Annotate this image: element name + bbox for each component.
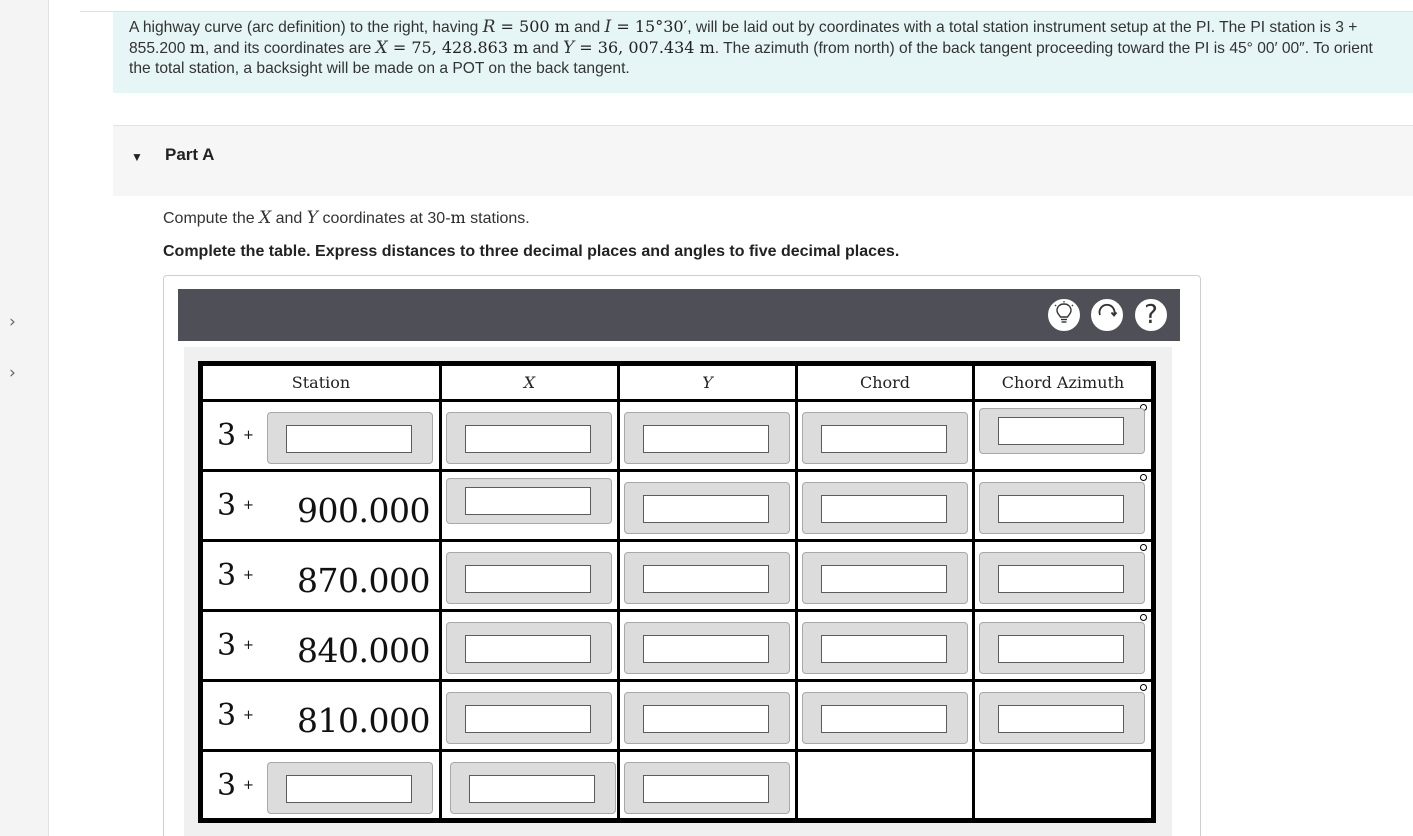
station-value: 900.000 <box>297 491 430 530</box>
coordinates-table <box>198 361 1156 823</box>
problem-text: , will be laid out by coordinates with a total station instrument setup at the PI. The PI station is 3 + 855.200 <box>129 19 1358 57</box>
y-input[interactable] <box>624 622 790 674</box>
expand-chevron-icon[interactable]: › <box>9 363 16 383</box>
chord-input[interactable] <box>802 622 968 674</box>
station-plus: + <box>243 498 254 513</box>
chord-azimuth-input[interactable] <box>979 692 1145 744</box>
column-header-y: Y <box>619 364 797 401</box>
station-plus: + <box>243 568 254 583</box>
input-field[interactable] <box>465 487 591 515</box>
x-cell <box>441 471 619 541</box>
degree-symbol <box>1140 614 1147 621</box>
prompt-text: Compute the <box>163 210 260 227</box>
answer-instructions: Complete the table. Express distances to three decimal places and angles to five decimal places. <box>163 243 900 260</box>
math-var: X <box>375 38 388 58</box>
reset-button[interactable] <box>1089 297 1125 333</box>
station-prefix: 3 <box>217 698 237 733</box>
table-row <box>201 611 1154 681</box>
input-field[interactable] <box>821 705 947 733</box>
x-input[interactable] <box>446 478 612 524</box>
input-field[interactable] <box>998 635 1124 663</box>
y-cell <box>619 401 797 471</box>
chord-cell <box>797 401 974 471</box>
expand-chevron-icon[interactable]: › <box>9 312 16 332</box>
prompt-text: coordinates at 30- <box>318 210 451 227</box>
station-cell <box>201 401 441 471</box>
x-cell <box>441 611 619 681</box>
station-value: 870.000 <box>297 561 430 600</box>
station-value: 840.000 <box>297 631 430 670</box>
part-a-toggle[interactable] <box>113 126 1413 196</box>
x-cell <box>441 681 619 751</box>
station-cell <box>201 681 441 751</box>
y-cell <box>619 611 797 681</box>
station-plus: + <box>243 638 254 653</box>
help-button[interactable] <box>1133 297 1169 333</box>
input-field[interactable] <box>643 635 769 663</box>
math-value: = 75, 428.863 m <box>387 38 529 57</box>
x-cell <box>441 401 619 471</box>
math-value: = 36, 007.434 m <box>574 38 715 57</box>
station-plus: + <box>243 708 254 723</box>
y-cell <box>619 541 797 611</box>
input-field[interactable] <box>998 705 1124 733</box>
station-input[interactable] <box>267 412 433 464</box>
caret-down-icon: ▼ <box>131 150 143 164</box>
station-input[interactable] <box>267 762 433 814</box>
chord-input[interactable] <box>802 482 968 534</box>
station-prefix: 3 <box>217 768 237 803</box>
input-field[interactable] <box>643 705 769 733</box>
problem-text: and <box>528 40 563 57</box>
station-plus: + <box>243 428 254 443</box>
station-cell <box>201 611 441 681</box>
station-cell <box>201 541 441 611</box>
math-value: = 15°30′ <box>611 17 688 36</box>
input-field[interactable] <box>821 425 947 453</box>
input-field[interactable] <box>643 425 769 453</box>
column-header-x: X <box>441 364 619 401</box>
problem-text: , and its coordinates are <box>204 40 376 57</box>
chord-azimuth-cell-empty <box>974 751 1154 821</box>
chord-cell <box>797 541 974 611</box>
x-input[interactable] <box>446 412 612 464</box>
prompt-text: stations. <box>465 210 530 227</box>
input-field[interactable] <box>643 565 769 593</box>
input-field[interactable] <box>465 635 591 663</box>
input-field[interactable] <box>469 775 595 803</box>
column-header-chord-azimuth: Chord Azimuth <box>974 364 1154 401</box>
degree-symbol <box>1140 684 1147 691</box>
widget-toolbar <box>178 289 1180 341</box>
part-title: Part A <box>165 145 215 164</box>
math-var: R <box>482 17 496 37</box>
hint-button[interactable] <box>1046 297 1082 333</box>
chord-azimuth-cell <box>974 611 1154 681</box>
x-input[interactable] <box>450 762 616 814</box>
chord-azimuth-input[interactable] <box>979 408 1145 454</box>
problem-text: A highway curve (arc definition) to the right, having <box>129 19 483 36</box>
chord-azimuth-input[interactable] <box>979 552 1145 604</box>
column-header-station: Station <box>201 364 441 401</box>
table-row <box>201 541 1154 611</box>
math-unit: m <box>189 38 205 57</box>
chord-cell <box>797 471 974 541</box>
input-field[interactable] <box>286 775 412 803</box>
input-field[interactable] <box>821 635 947 663</box>
y-input[interactable] <box>624 412 790 464</box>
chord-azimuth-cell <box>974 401 1154 471</box>
left-rail <box>0 0 49 836</box>
y-cell <box>619 471 797 541</box>
chord-cell <box>797 681 974 751</box>
y-input[interactable] <box>624 692 790 744</box>
table-row <box>201 401 1154 471</box>
chord-cell <box>797 611 974 681</box>
table-row <box>201 471 1154 541</box>
station-cell <box>201 471 441 541</box>
input-field[interactable] <box>643 775 769 803</box>
column-header-chord: Chord <box>797 364 974 401</box>
input-field[interactable] <box>998 417 1124 445</box>
station-value: 810.000 <box>297 701 430 740</box>
x-input[interactable] <box>446 622 612 674</box>
input-field[interactable] <box>286 425 412 453</box>
problem-text: and <box>569 19 605 36</box>
y-input[interactable] <box>624 552 790 604</box>
math-var: I <box>604 17 612 37</box>
chord-azimuth-input[interactable] <box>979 482 1145 534</box>
input-field[interactable] <box>998 565 1124 593</box>
station-plus: + <box>243 778 254 793</box>
input-field[interactable] <box>643 495 769 523</box>
station-prefix: 3 <box>217 488 237 523</box>
chord-input[interactable] <box>802 552 968 604</box>
table-header-row <box>201 364 1154 401</box>
station-prefix: 3 <box>217 628 237 663</box>
math-unit: m <box>450 208 466 227</box>
math-value: = 500 m <box>495 17 570 36</box>
problem-text: . The azimuth (from north) of the back tangent proceeding toward the PI is 45° 00′ 00″. To orient the total station, a backsight will be made on a POT on the back tangent. <box>129 40 1373 77</box>
degree-symbol <box>1140 544 1147 551</box>
question-prompt <box>163 208 530 228</box>
y-cell <box>619 681 797 751</box>
table-row <box>201 751 1154 821</box>
input-field[interactable] <box>821 495 947 523</box>
table-row <box>201 681 1154 751</box>
reset-icon <box>1096 302 1118 329</box>
problem-statement <box>113 12 1413 93</box>
x-cell <box>441 751 619 821</box>
math-var: Y <box>306 208 318 228</box>
input-field[interactable] <box>821 565 947 593</box>
station-cell <box>201 751 441 821</box>
station-prefix: 3 <box>217 558 237 593</box>
station-prefix: 3 <box>217 418 237 453</box>
degree-symbol <box>1140 474 1147 481</box>
chord-azimuth-cell <box>974 541 1154 611</box>
chord-cell-empty <box>797 751 974 821</box>
y-cell <box>619 751 797 821</box>
input-field[interactable] <box>465 425 591 453</box>
prompt-text: and <box>271 210 307 227</box>
y-input[interactable] <box>624 762 790 814</box>
lightbulb-icon <box>1053 301 1075 330</box>
chord-azimuth-cell <box>974 681 1154 751</box>
chord-input[interactable] <box>802 412 968 464</box>
x-input[interactable] <box>446 692 612 744</box>
x-input[interactable] <box>446 552 612 604</box>
y-input[interactable] <box>624 482 790 534</box>
x-cell <box>441 541 619 611</box>
help-icon: ? <box>1144 300 1158 330</box>
math-var: X <box>259 208 272 228</box>
math-var: Y <box>562 38 575 58</box>
chord-azimuth-input[interactable] <box>979 622 1145 674</box>
input-field[interactable] <box>998 495 1124 523</box>
chord-azimuth-cell <box>974 471 1154 541</box>
chord-input[interactable] <box>802 692 968 744</box>
input-field[interactable] <box>465 705 591 733</box>
input-field[interactable] <box>465 565 591 593</box>
